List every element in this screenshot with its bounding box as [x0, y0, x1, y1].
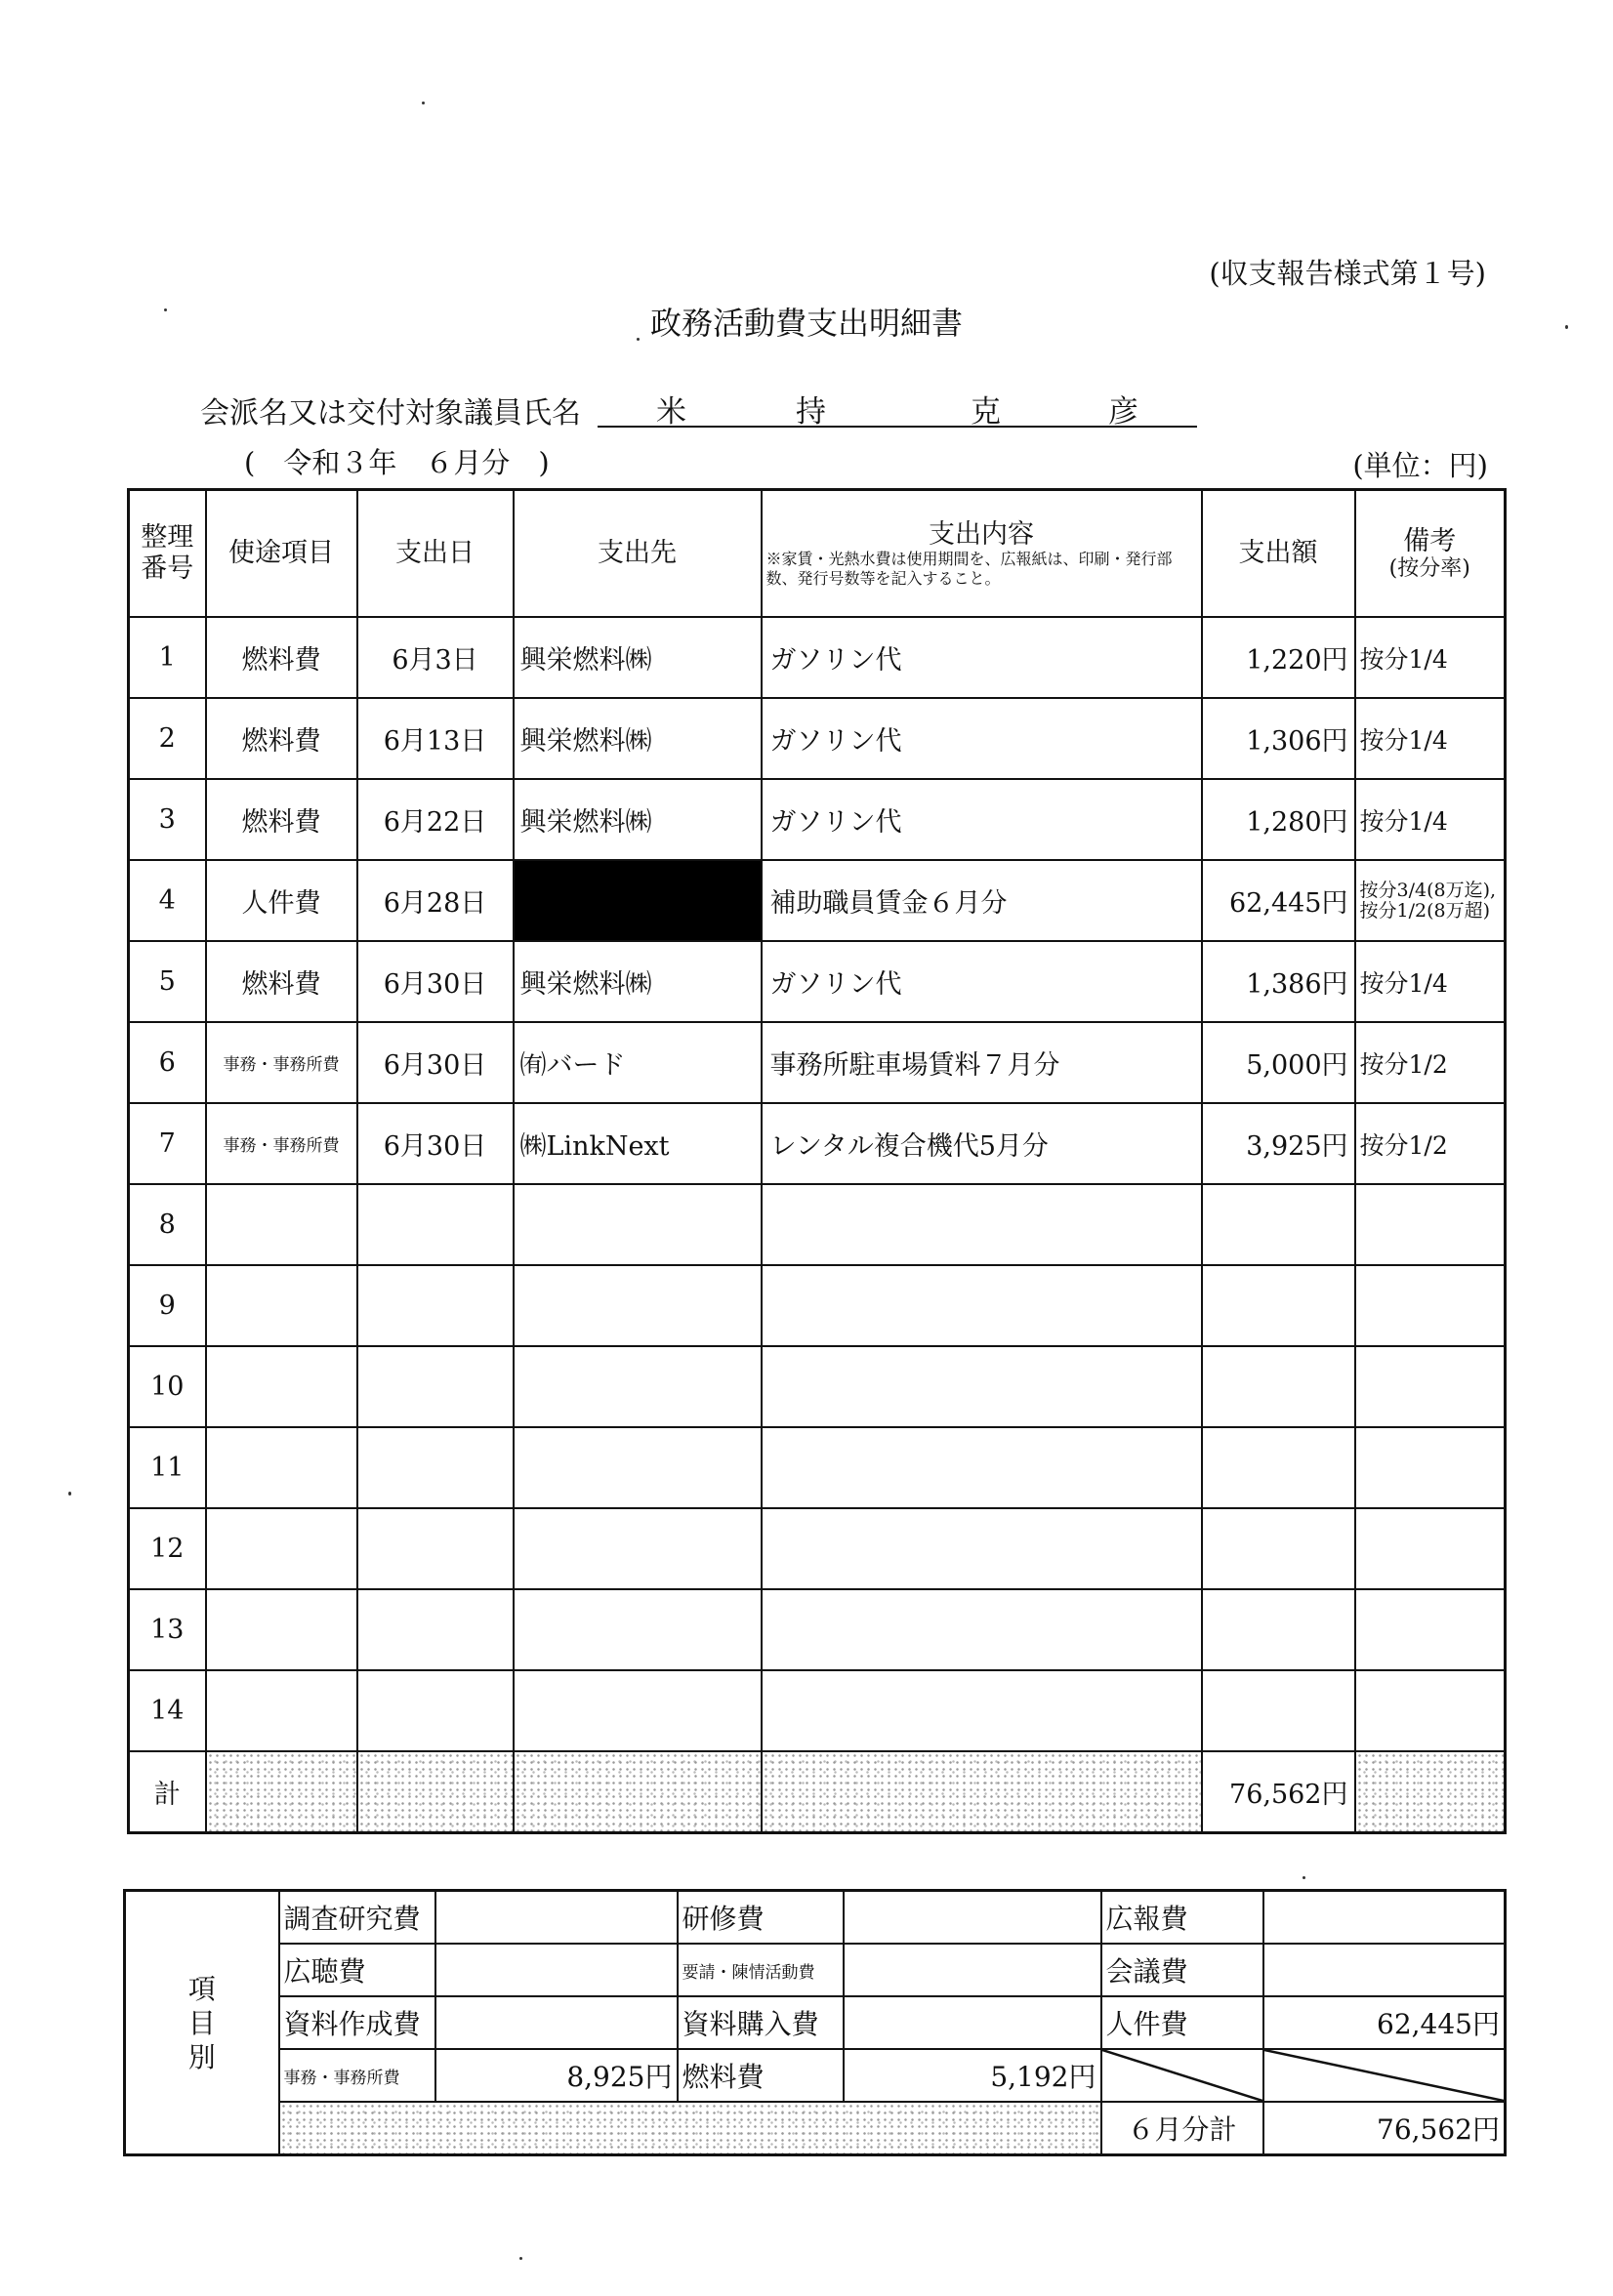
row-no: 13	[129, 1589, 206, 1670]
row-description	[762, 1346, 1202, 1427]
row-category: 事務・事務所費	[206, 1103, 357, 1184]
shaded-cell	[279, 2102, 1101, 2155]
row-note: 按分1/2	[1355, 1022, 1506, 1103]
row-date: 6月22日	[357, 779, 514, 860]
shaded-cell	[206, 1751, 357, 1833]
shaded-cell	[514, 1751, 762, 1833]
summary-research-label: 調査研究費	[279, 1891, 435, 1945]
summary-office-amount: 8,925円	[435, 2049, 678, 2102]
row-description	[762, 1670, 1202, 1751]
row-category: 燃料費	[206, 617, 357, 698]
category-summary-table	[123, 1889, 1507, 2156]
summary-month-total-label: ６月分計	[1101, 2102, 1263, 2155]
period-label: ( 令和３年 ６月分 )	[244, 446, 550, 479]
summary-personnel-label: 人件費	[1101, 1996, 1263, 2049]
scan-speck	[68, 1492, 71, 1496]
name-label: 会派名又は交付対象議員氏名	[200, 396, 581, 430]
summary-petition-label: 要請・陳情活動費	[678, 1944, 844, 1996]
table-row	[129, 698, 1506, 779]
summary-meeting-amount	[1263, 1944, 1506, 1996]
summary-side-label: 項目別	[125, 1891, 279, 2155]
row-payee	[514, 1184, 762, 1265]
row-payee: 興栄燃料㈱	[514, 941, 762, 1022]
header-note-title: 備考	[1403, 525, 1457, 556]
unit-label: (単位：円)	[1352, 449, 1488, 482]
row-no: 2	[129, 698, 206, 779]
summary-materials-purchase-amount	[844, 1996, 1101, 2049]
summary-materials-making-label: 資料作成費	[279, 1996, 435, 2049]
scan-speck	[1565, 325, 1568, 329]
summary-month-total-amount: 76,562円	[1263, 2102, 1506, 2155]
row-payee: 興栄燃料㈱	[514, 617, 762, 698]
table-row	[129, 1103, 1506, 1184]
row-category	[206, 1427, 357, 1508]
summary-materials-purchase-label: 資料購入費	[678, 1996, 844, 2049]
row-description: ガソリン代	[762, 617, 1202, 698]
table-row	[129, 1265, 1506, 1346]
row-note	[1355, 1427, 1506, 1508]
summary-hearing-amount	[435, 1944, 678, 1996]
row-no: 8	[129, 1184, 206, 1265]
header-description	[762, 490, 1202, 618]
shaded-cell	[1355, 1751, 1506, 1833]
row-category	[206, 1346, 357, 1427]
summary-training-label: 研修費	[678, 1891, 844, 1945]
row-description	[762, 1508, 1202, 1589]
scan-speck	[1303, 1876, 1305, 1879]
row-description	[762, 1427, 1202, 1508]
row-amount	[1202, 1427, 1355, 1508]
row-date	[357, 1184, 514, 1265]
row-date: 6月30日	[357, 1103, 514, 1184]
summary-personnel-amount: 62,445円	[1263, 1996, 1506, 2049]
summary-fuel-label: 燃料費	[678, 2049, 844, 2102]
row-date	[357, 1427, 514, 1508]
row-description	[762, 1589, 1202, 1670]
row-category: 人件費	[206, 860, 357, 941]
row-description	[762, 1265, 1202, 1346]
row-date: 6月30日	[357, 1022, 514, 1103]
row-description: 事務所駐車場賃料７月分	[762, 1022, 1202, 1103]
header-amount: 支出額	[1202, 490, 1355, 618]
row-payee	[514, 1589, 762, 1670]
header-no: 整理番号	[129, 490, 206, 618]
scan-speck	[422, 102, 425, 104]
summary-fuel-amount: 5,192円	[844, 2049, 1101, 2102]
row-category	[206, 1265, 357, 1346]
header-note	[1355, 490, 1506, 618]
crossed-out-cell	[1101, 2049, 1263, 2102]
header-date: 支出日	[357, 490, 514, 618]
row-note	[1355, 1670, 1506, 1751]
summary-meeting-label: 会議費	[1101, 1944, 1263, 1996]
row-no: 3	[129, 779, 206, 860]
total-label: 計	[129, 1751, 206, 1833]
row-category	[206, 1184, 357, 1265]
summary-training-amount	[844, 1891, 1101, 1945]
member-name-char: 米	[656, 394, 686, 430]
row-date: 6月28日	[357, 860, 514, 941]
row-amount: 62,445円	[1202, 860, 1355, 941]
row-amount	[1202, 1589, 1355, 1670]
row-no: 6	[129, 1022, 206, 1103]
row-note	[1355, 1589, 1506, 1670]
member-name-char: 克	[971, 394, 1001, 430]
member-name-char: 持	[796, 394, 826, 430]
scan-speck	[519, 2257, 522, 2260]
row-amount	[1202, 1265, 1355, 1346]
row-date	[357, 1670, 514, 1751]
row-date: 6月30日	[357, 941, 514, 1022]
row-description: ガソリン代	[762, 779, 1202, 860]
row-description	[762, 1184, 1202, 1265]
row-category: 事務・事務所費	[206, 1022, 357, 1103]
row-amount: 1,280円	[1202, 779, 1355, 860]
row-amount: 5,000円	[1202, 1022, 1355, 1103]
table-row	[129, 1346, 1506, 1427]
row-note	[1355, 1265, 1506, 1346]
table-row	[129, 779, 1506, 860]
summary-pr-amount	[1263, 1891, 1506, 1945]
row-no: 11	[129, 1427, 206, 1508]
row-amount: 1,306円	[1202, 698, 1355, 779]
summary-materials-making-amount	[435, 1996, 678, 2049]
total-amount: 76,562円	[1202, 1751, 1355, 1833]
crossed-out-cell	[1263, 2049, 1506, 2102]
row-no: 14	[129, 1670, 206, 1751]
row-no: 9	[129, 1265, 206, 1346]
shaded-cell	[357, 1751, 514, 1833]
row-note: 按分1/4	[1355, 941, 1506, 1022]
redacted-payee	[514, 860, 762, 941]
header-category: 使途項目	[206, 490, 357, 618]
summary-hearing-label: 広聴費	[279, 1944, 435, 1996]
row-description: レンタル複合機代5月分	[762, 1103, 1202, 1184]
row-category	[206, 1508, 357, 1589]
summary-pr-label: 広報費	[1101, 1891, 1263, 1945]
header-note-sub: (按分率)	[1388, 555, 1470, 581]
row-amount	[1202, 1346, 1355, 1427]
row-date	[357, 1589, 514, 1670]
name-underline	[598, 426, 1197, 428]
row-no: 7	[129, 1103, 206, 1184]
row-payee: ㈲バード	[514, 1022, 762, 1103]
row-payee: ㈱LinkNext	[514, 1103, 762, 1184]
header-description-note: ※家賃・光熱水費は使用期間を、広報紙は、印刷・発行部数、発行号数等を記入すること。	[765, 550, 1173, 588]
table-row	[129, 860, 1506, 941]
row-payee	[514, 1265, 762, 1346]
row-date: 6月13日	[357, 698, 514, 779]
table-header-row	[129, 490, 1506, 618]
header-description-title: 支出内容	[929, 519, 1034, 551]
table-row	[129, 1508, 1506, 1589]
expense-detail-table	[127, 488, 1507, 1834]
table-row	[129, 1427, 1506, 1508]
row-amount: 1,220円	[1202, 617, 1355, 698]
row-no: 12	[129, 1508, 206, 1589]
form-number: (収支報告様式第１号)	[1209, 257, 1486, 290]
row-date	[357, 1508, 514, 1589]
table-row	[129, 941, 1506, 1022]
row-no: 5	[129, 941, 206, 1022]
row-amount	[1202, 1184, 1355, 1265]
row-note	[1355, 1508, 1506, 1589]
row-payee	[514, 1427, 762, 1508]
row-category	[206, 1589, 357, 1670]
shaded-cell	[762, 1751, 1202, 1833]
row-note	[1355, 1184, 1506, 1265]
document-title: 政務活動費支出明細書	[649, 305, 963, 342]
summary-petition-amount	[844, 1944, 1101, 1996]
table-row	[129, 1184, 1506, 1265]
scan-speck	[637, 338, 640, 341]
row-category: 燃料費	[206, 941, 357, 1022]
row-no: 10	[129, 1346, 206, 1427]
row-description: 補助職員賃金６月分	[762, 860, 1202, 941]
summary-research-amount	[435, 1891, 678, 1945]
table-row	[129, 617, 1506, 698]
row-payee	[514, 1346, 762, 1427]
row-note: 按分1/2	[1355, 1103, 1506, 1184]
row-date	[357, 1265, 514, 1346]
row-description: ガソリン代	[762, 698, 1202, 779]
table-row	[129, 1670, 1506, 1751]
row-payee: 興栄燃料㈱	[514, 698, 762, 779]
row-amount: 3,925円	[1202, 1103, 1355, 1184]
row-note: 按分1/4	[1355, 617, 1506, 698]
row-payee	[514, 1670, 762, 1751]
row-category: 燃料費	[206, 698, 357, 779]
total-row	[129, 1751, 1506, 1833]
row-note: 按分1/4	[1355, 698, 1506, 779]
row-amount: 1,386円	[1202, 941, 1355, 1022]
row-note	[1355, 1346, 1506, 1427]
table-row	[129, 1022, 1506, 1103]
row-description: ガソリン代	[762, 941, 1202, 1022]
summary-office-label: 事務・事務所費	[279, 2049, 435, 2102]
row-no: 1	[129, 617, 206, 698]
row-payee: 興栄燃料㈱	[514, 779, 762, 860]
row-category: 燃料費	[206, 779, 357, 860]
row-no: 4	[129, 860, 206, 941]
row-category	[206, 1670, 357, 1751]
row-payee	[514, 1508, 762, 1589]
row-note: 按分3/4(8万迄),按分1/2(8万超)	[1355, 860, 1506, 941]
member-name-char: 彦	[1108, 394, 1138, 430]
row-date: 6月3日	[357, 617, 514, 698]
row-amount	[1202, 1670, 1355, 1751]
table-row	[129, 1589, 1506, 1670]
header-payee: 支出先	[514, 490, 762, 618]
row-date	[357, 1346, 514, 1427]
row-note: 按分1/4	[1355, 779, 1506, 860]
row-amount	[1202, 1508, 1355, 1589]
scan-speck	[164, 308, 167, 311]
